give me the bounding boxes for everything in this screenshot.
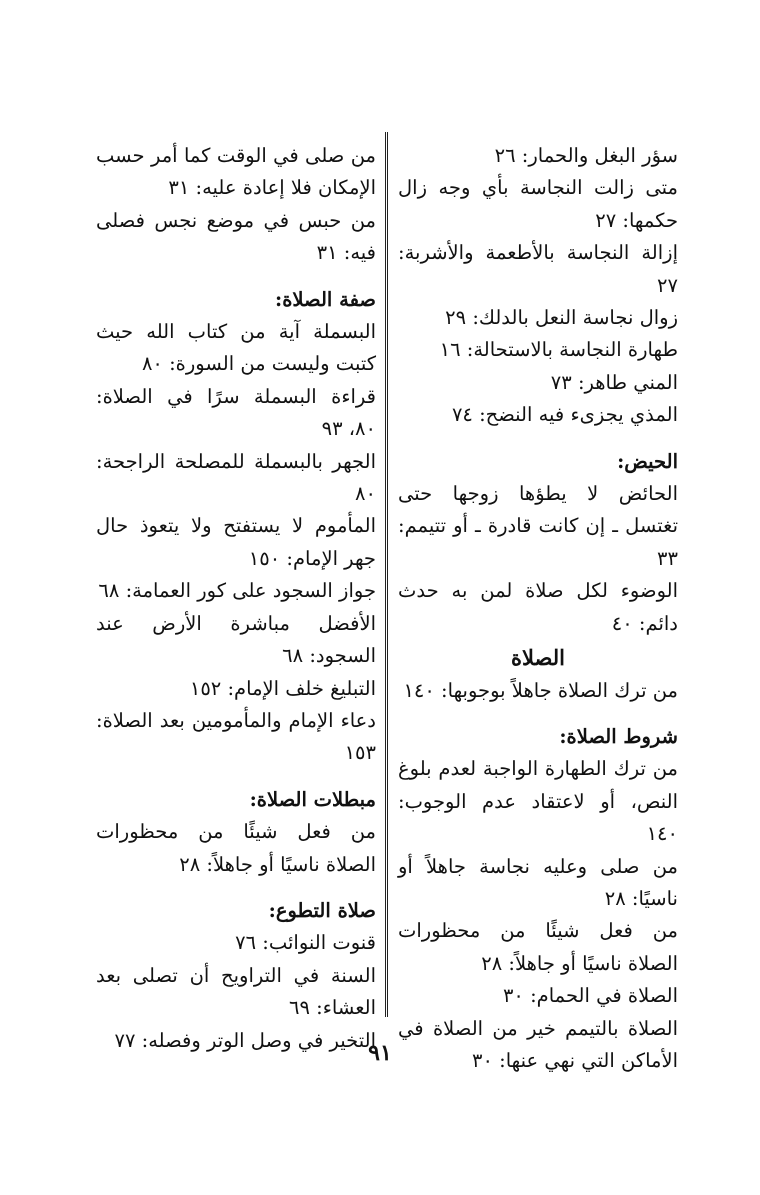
- section-heading-tatawwu: صلاة التطوع:: [268, 898, 376, 922]
- index-entry: من فعل شيئًا من محظورات الصلاة ناسيًا أو جاهلاً: ٢٨: [96, 820, 376, 876]
- section-heading-haid: الحيض:: [617, 449, 678, 473]
- index-entry: الأفضل مباشرة الأرض عند السجود: ٦٨: [96, 611, 376, 668]
- chapter-title-salah: الصلاة: [511, 645, 565, 671]
- index-entry: المني طاهر: ٧٣: [550, 370, 678, 394]
- index-entry: من ترك الصلاة جاهلاً بوجوبها: ١٤٠: [403, 678, 678, 702]
- index-entry: التبليغ خلف الإمام: ١٥٢: [189, 676, 376, 700]
- index-entry: من ترك الطهارة الواجبة لعدم بلوغ النص، أو لاعتقاد عدم الوجوب: ١٤٠: [398, 757, 678, 846]
- index-entry: دعاء الإمام والمأمومين بعد الصلاة: ١٥٣: [96, 708, 376, 765]
- left-column: [96, 140, 376, 1057]
- index-entry: الحائض لا يطؤها زوجها حتى تغتسل ـ إن كانت قادرة ـ أو تتيمم: ٣٣: [398, 482, 678, 570]
- page-number: ٩١: [368, 1040, 392, 1066]
- index-entry: سؤر البغل والحمار: ٢٦: [494, 144, 678, 167]
- right-column: [398, 140, 678, 1077]
- index-entry: من حبس في موضع نجس فصلى فيه: ٣١: [96, 208, 376, 265]
- index-entry: المذي يجزىء فيه النضح: ٧٤: [451, 403, 678, 427]
- index-entry: زوال نجاسة النعل بالدلك: ٢٩: [445, 306, 678, 330]
- index-entry: إزالة النجاسة بالأطعمة والأشربة: ٢٧: [398, 241, 678, 297]
- index-entry: قنوت النوائب: ٧٦: [235, 931, 376, 955]
- index-entry: من صلى في الوقت كما أمر حسب الإمكان فلا إعادة عليه: ٣١: [96, 144, 376, 200]
- index-entry: قراءة البسملة سرًا في الصلاة: ٨٠، ٩٣: [96, 384, 376, 441]
- index-entry: جواز السجود على كور العمامة: ٦٨: [98, 579, 376, 603]
- index-entry: السنة في التراويح أن تصلى بعد العشاء: ٦٩: [96, 963, 376, 1020]
- index-entry: الجهر بالبسملة للمصلحة الراجحة: ٨٠: [96, 449, 376, 506]
- index-entry: من صلى وعليه نجاسة جاهلاً أو ناسيًا: ٢٨: [398, 854, 678, 910]
- section-heading-shurut: شروط الصلاة:: [559, 724, 678, 748]
- index-entry: الوضوء لكل صلاة لمن به حدث دائم: ٤٠: [398, 579, 678, 635]
- index-entry: الصلاة في الحمام: ٣٠: [502, 984, 678, 1008]
- index-entry: المأموم لا يستفتح ولا يتعوذ حال جهر الإمام: ١٥٠: [96, 514, 376, 570]
- index-entry: من فعل شيئًا من محظورات الصلاة ناسيًا أو جاهلاً: ٢٨: [398, 919, 678, 975]
- index-entry: طهارة النجاسة بالاستحالة: ١٦: [439, 338, 678, 362]
- index-entry: الصلاة بالتيمم خير من الصلاة في الأماكن التي نهي عنها: ٣٠: [398, 1016, 678, 1072]
- index-entry: التخير في وصل الوتر وفصله: ٧٧: [114, 1028, 376, 1052]
- column-divider: [385, 132, 388, 1017]
- index-entry: متى زالت النجاسة بأي وجه زال حكمها: ٢٧: [398, 176, 678, 232]
- section-heading-sifah: صفة الصلاة:: [275, 287, 376, 311]
- index-entry: البسملة آية من كتاب الله حيث كتبت وليست من السورة: ٨٠: [96, 320, 376, 376]
- section-heading-mubtilat: مبطلات الصلاة:: [249, 787, 376, 811]
